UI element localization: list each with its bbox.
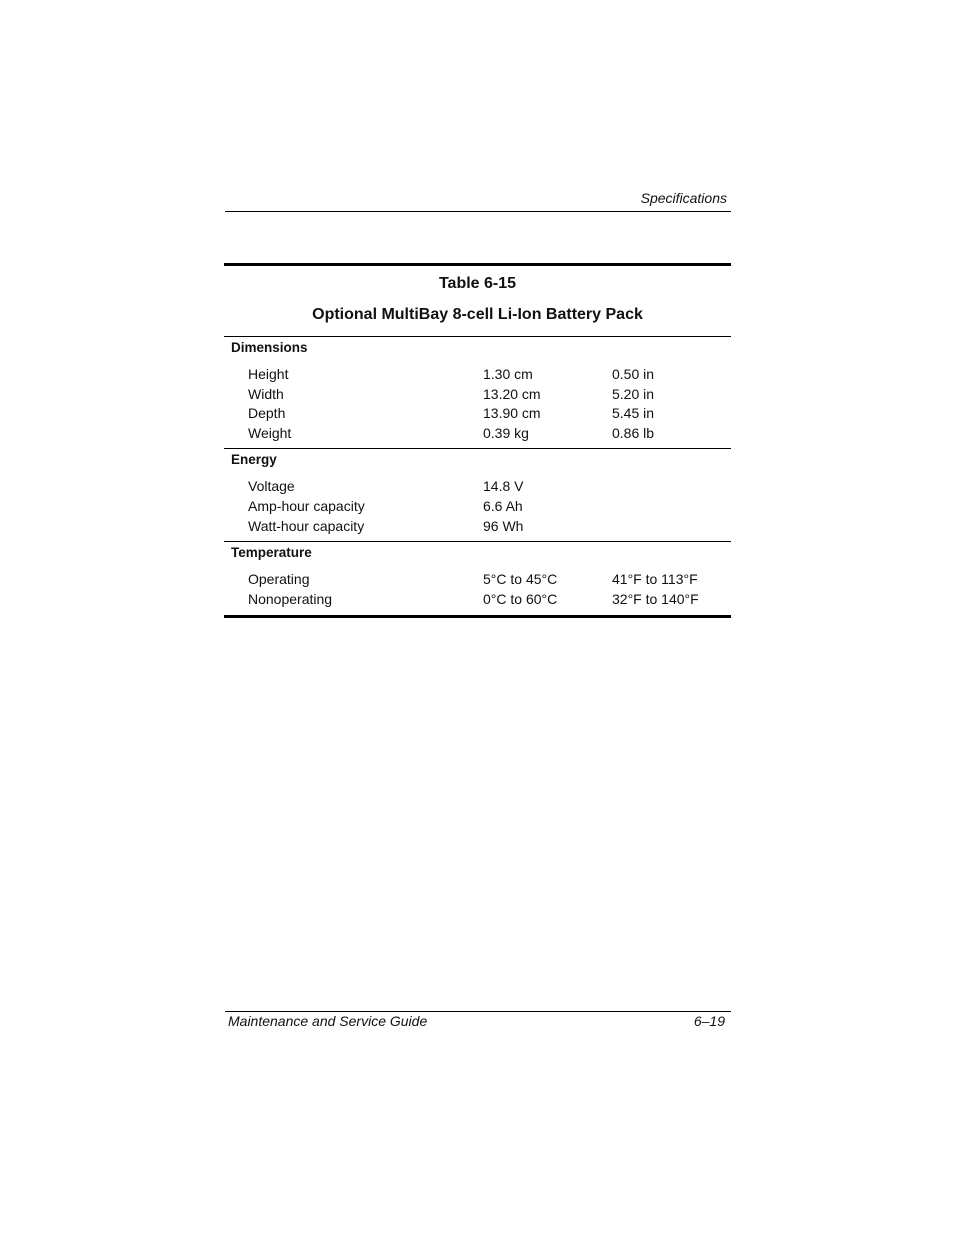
us-value	[612, 497, 731, 517]
row-label: Width	[248, 385, 284, 402]
section-heading: Energy	[231, 452, 277, 468]
metric-value: 13.20 cm	[483, 385, 541, 402]
running-header: Specifications	[640, 190, 727, 206]
row-label: Watt-hour capacity	[248, 517, 365, 534]
footer-rule	[225, 1011, 731, 1012]
section-energy	[224, 449, 731, 542]
table-row	[224, 477, 731, 497]
us-value	[612, 477, 731, 497]
table-row	[224, 385, 731, 405]
us-value: 5.45 in	[612, 405, 655, 422]
metric-value: 14.8 V	[483, 478, 524, 495]
metric-value: 0.39 kg	[483, 424, 529, 441]
table-row	[224, 365, 731, 385]
section-heading: Dimensions	[231, 340, 308, 355]
table-number: Table 6-15	[438, 275, 517, 292]
table-title: Optional MultiBay 8-cell Li-Ion Battery Pack	[312, 306, 643, 323]
metric-value: 0°C to 60°C	[483, 590, 558, 607]
row-label: Height	[248, 366, 289, 382]
metric-value: 1.30 cm	[483, 366, 533, 382]
spec-table	[224, 263, 731, 618]
row-label: Operating	[248, 571, 310, 588]
footer-page-number: 6–19	[693, 1013, 725, 1029]
us-value: 0.86 lb	[612, 424, 655, 441]
metric-value: 13.90 cm	[483, 405, 541, 422]
metric-value: 96 Wh	[483, 517, 524, 534]
section-dimensions	[224, 337, 731, 449]
metric-value: 5°C to 45°C	[483, 571, 558, 588]
table-top-rule	[224, 263, 731, 266]
table-row	[224, 497, 731, 517]
us-value: 5.20 in	[612, 385, 655, 402]
metric-value: 6.6 Ah	[483, 497, 523, 514]
section-temperature	[224, 542, 731, 618]
table-row	[224, 570, 731, 590]
us-value	[612, 517, 731, 537]
row-label: Nonoperating	[248, 590, 333, 607]
table-row	[224, 590, 731, 610]
us-value: 0.50 in	[612, 366, 655, 382]
table-row	[224, 404, 731, 424]
header-rule	[225, 211, 731, 212]
table-row	[224, 424, 731, 444]
footer-guide-title: Maintenance and Service Guide	[228, 1013, 428, 1029]
row-label: Voltage	[248, 478, 295, 495]
row-label: Depth	[248, 405, 286, 422]
row-label: Weight	[248, 424, 292, 441]
table-row	[224, 517, 731, 537]
us-value: 41°F to 113°F	[612, 571, 698, 588]
row-label: Amp-hour capacity	[248, 497, 365, 514]
us-value: 32°F to 140°F	[612, 590, 699, 607]
section-heading: Temperature	[231, 545, 312, 561]
